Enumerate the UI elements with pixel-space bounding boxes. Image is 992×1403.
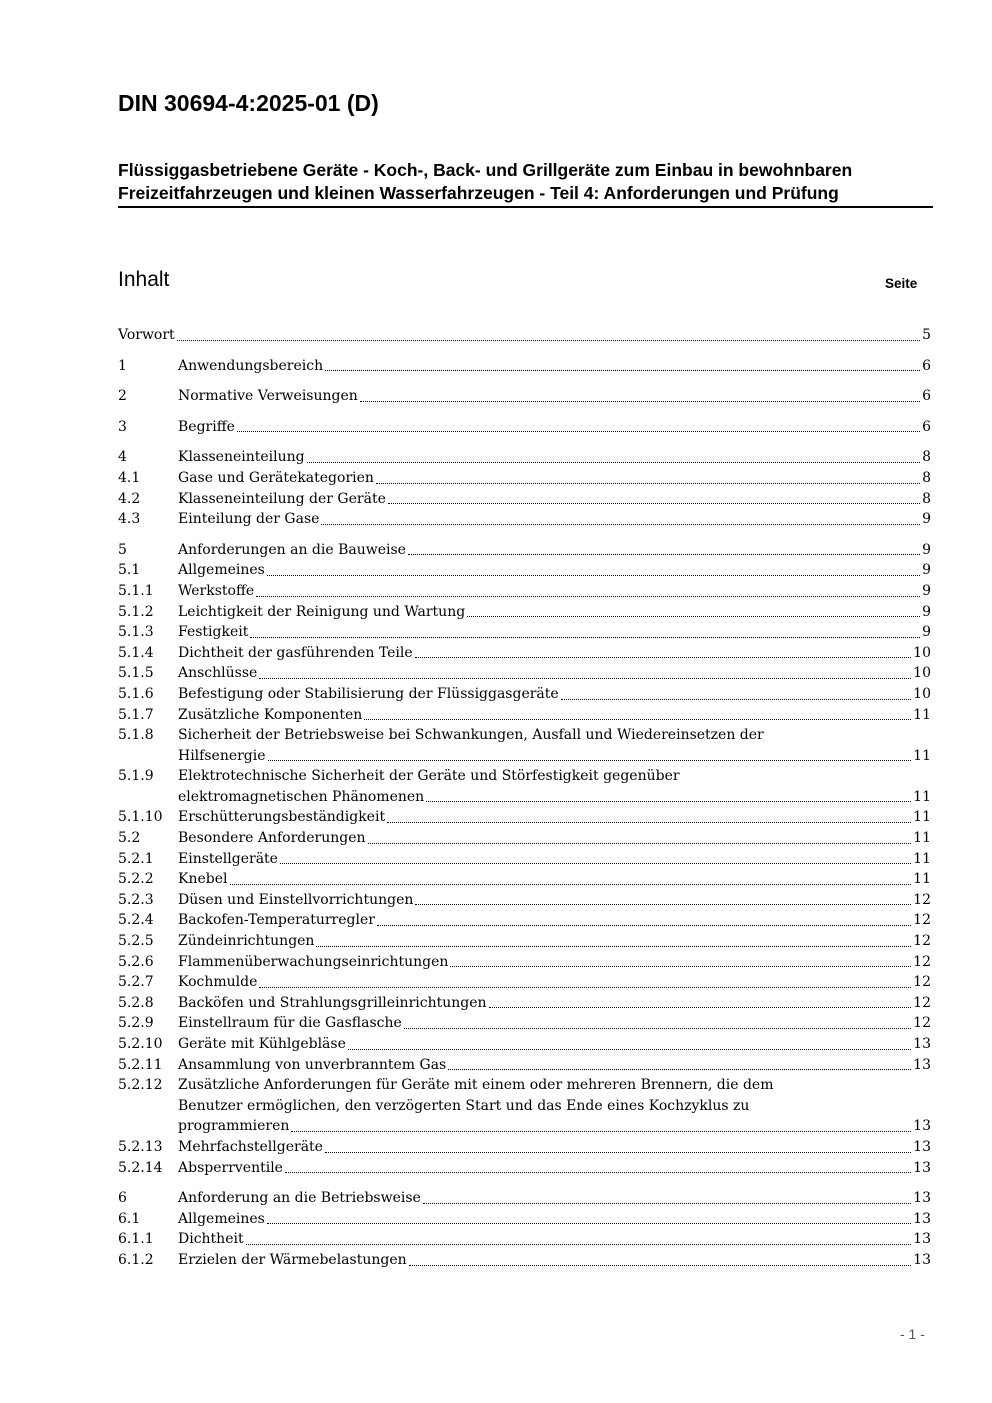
toc-entry-title: Backöfen und Strahlungsgrilleinrichtungen: [178, 994, 487, 1011]
toc-entry-title: Ansammlung von unverbranntem Gas: [178, 1056, 447, 1073]
toc-entry-page: 6: [922, 418, 931, 435]
toc-entry-title: Festigkeit: [178, 624, 249, 641]
toc-entry-page: 12: [913, 933, 931, 950]
toc-entry-page: 12: [913, 953, 931, 970]
toc-leader-dots: [291, 1131, 911, 1132]
toc-entry[interactable]: [118, 869, 931, 890]
toc-entry[interactable]: [118, 1013, 931, 1034]
toc-entry-page: 13: [913, 1056, 931, 1073]
toc-entry-title: Befestigung oder Stabilisierung der Flüssiggasgeräte: [178, 685, 559, 702]
toc-entry-page: 10: [913, 644, 931, 661]
toc-entry-title: Anforderung an die Betriebsweise: [178, 1190, 421, 1207]
toc-entry-page: 13: [913, 1231, 931, 1248]
toc-entry-number: 4.1: [118, 469, 141, 486]
toc-leader-dots: [325, 370, 920, 371]
toc-leader-dots: [237, 431, 920, 432]
toc-entry[interactable]: [118, 356, 931, 377]
toc-entry-number: 5.2.7: [118, 974, 154, 991]
toc-entry[interactable]: [118, 725, 931, 766]
toc-entry-number: 5.2.6: [118, 953, 154, 970]
toc-entry-number: 2: [118, 388, 127, 405]
toc-entry-number: 5.2.3: [118, 891, 154, 908]
toc-leader-dots: [368, 843, 912, 844]
toc-entry-title: Erschütterungsbeständigkeit: [178, 809, 386, 826]
toc-entry[interactable]: [118, 849, 931, 870]
toc-entry-page: 6: [922, 388, 931, 405]
toc-entry-number: 5.2.2: [118, 871, 154, 888]
toc-entry-title: Absperrventile: [178, 1159, 283, 1176]
toc-entry-number: 5.2.5: [118, 933, 154, 950]
toc-entry-page: 6: [922, 357, 931, 374]
document-id: DIN 30694-4:2025-01 (D): [118, 90, 379, 116]
toc-entry[interactable]: [118, 1229, 931, 1250]
toc-entry-title: Zusätzliche Komponenten: [178, 706, 363, 723]
toc-leader-dots: [426, 801, 911, 802]
toc-entry-title: Geräte mit Kühlgebläse: [178, 1036, 346, 1052]
toc-entry-page: 8: [922, 469, 931, 486]
toc-entry-number: 5.2.4: [118, 912, 154, 929]
toc-entry-title: Zusätzliche Anforderungen für Geräte mit einem oder mehreren Brennern, die dem: [178, 1077, 774, 1094]
toc-leader-dots: [408, 554, 920, 555]
toc-leader-dots: [259, 678, 911, 679]
toc-entry-number: 5.2.13: [118, 1138, 163, 1155]
toc-entry-title: Knebel: [178, 871, 228, 888]
toc-entry[interactable]: [118, 581, 931, 602]
toc-entry-title: Vorwort: [118, 327, 175, 343]
toc-entry-title: Kochmulde: [178, 974, 258, 991]
toc-entry[interactable]: [118, 447, 931, 468]
toc-entry-number: 5.2.11: [118, 1056, 163, 1073]
toc-entry-title-continued: elektromagnetischen Phänomenen: [178, 788, 425, 805]
toc-entry-title: Düsen und Einstellvorrichtungen: [178, 891, 414, 908]
toc-entry-number: 5.1.3: [118, 624, 154, 641]
toc-entry[interactable]: [118, 972, 931, 993]
toc-leader-dots: [448, 1069, 911, 1070]
toc-entry-page: 11: [913, 871, 931, 888]
toc-entry-page: 13: [913, 1190, 931, 1207]
toc-leader-dots: [307, 462, 920, 463]
toc-leader-dots: [360, 401, 920, 402]
toc-entry[interactable]: [118, 1137, 931, 1158]
toc-entry-page: 5: [922, 327, 931, 343]
toc-heading: Inhalt: [118, 268, 170, 291]
toc-entry-page: 10: [913, 685, 931, 702]
toc-entry-page: 9: [922, 582, 931, 599]
toc-entry[interactable]: [118, 1075, 931, 1137]
toc-entry-page: 13: [913, 1210, 931, 1227]
toc-entry-title: Elektrotechnische Sicherheit der Geräte und Störfestigkeit gegenüber: [178, 768, 680, 785]
toc-entry[interactable]: [118, 952, 931, 973]
toc-entry-title: Flammenüberwachungseinrichtungen: [178, 953, 449, 970]
toc-entry-number: 4.2: [118, 490, 141, 507]
toc-entry-number: 3: [118, 418, 127, 435]
toc-entry-number: 5.2.14: [118, 1159, 163, 1176]
toc-entry-page: 8: [922, 490, 931, 507]
toc-leader-dots: [321, 524, 920, 525]
toc-entry-vorwort[interactable]: [118, 325, 931, 346]
toc-leader-dots: [280, 863, 911, 864]
toc-leader-dots: [376, 483, 920, 484]
toc-entry-number: 4.3: [118, 511, 141, 528]
toc-entry-title: Allgemeines: [178, 1210, 265, 1227]
toc-entry-number: 5.2.8: [118, 994, 154, 1011]
toc-entry-title: Anschlüsse: [178, 665, 258, 682]
toc-entry-number: 5.1: [118, 562, 141, 579]
toc-entry-page: 13: [913, 1159, 931, 1176]
toc-entry-page: 12: [913, 974, 931, 991]
toc-entry-number: 5.1.1: [118, 582, 154, 599]
toc-leader-dots: [387, 822, 911, 823]
toc-leader-dots: [325, 1152, 911, 1153]
toc-entry-page: 11: [913, 830, 931, 847]
toc-leader-dots: [230, 884, 912, 885]
toc-leader-dots: [177, 340, 920, 341]
toc-entry[interactable]: [118, 386, 931, 407]
toc-entry-title: Backofen-Temperaturregler: [178, 912, 375, 929]
toc-entry[interactable]: [118, 540, 931, 561]
toc-entry-title: Erzielen der Wärmebelastungen: [178, 1251, 407, 1268]
toc-entry-number: 5.1.2: [118, 603, 154, 620]
toc-entry-title: Einstellgeräte: [178, 850, 278, 867]
toc-leader-dots: [316, 946, 911, 947]
toc-entry-title-continued: Benutzer ermöglichen, den verzögerten Start und das Ende eines Kochzyklus zu: [178, 1097, 750, 1114]
toc-entry-title: Sicherheit der Betriebsweise bei Schwankungen, Ausfall und Wiedereinsetzen der: [178, 727, 764, 744]
toc-entry[interactable]: [118, 931, 931, 952]
toc-entry[interactable]: [118, 684, 931, 705]
toc-entry-number: 6.1.2: [118, 1251, 154, 1268]
toc-entry[interactable]: [118, 807, 931, 828]
page-number: - 1 -: [900, 1326, 925, 1342]
toc-leader-dots: [409, 1265, 912, 1266]
table-of-contents: [118, 325, 931, 1271]
toc-entry-page: 13: [913, 1118, 931, 1135]
toc-entry[interactable]: [118, 890, 931, 911]
toc-entry[interactable]: [118, 1250, 931, 1271]
toc-entry-title: Dichtheit der gasführenden Teile: [178, 644, 413, 661]
toc-entry-page: 13: [913, 1138, 931, 1155]
toc-entry-page: 9: [922, 562, 931, 579]
toc-entry-title: Dichtheit: [178, 1231, 244, 1248]
toc-entry-title: Begriffe: [178, 418, 235, 435]
toc-entry-page: 8: [922, 449, 931, 466]
toc-entry-page: 12: [913, 912, 931, 929]
toc-entry[interactable]: [118, 622, 931, 643]
toc-entry[interactable]: [118, 643, 931, 664]
toc-leader-dots: [415, 904, 911, 905]
toc-entry-number: 5.1.4: [118, 644, 154, 661]
toc-entry-page: 11: [913, 706, 931, 723]
toc-leader-dots: [267, 1223, 911, 1224]
toc-entry[interactable]: [118, 602, 931, 623]
toc-leader-dots: [256, 596, 920, 597]
toc-entry-title: Klasseneinteilung: [178, 449, 305, 466]
toc-entry[interactable]: [118, 1034, 931, 1055]
toc-entry-title: Klasseneinteilung der Geräte: [178, 490, 386, 507]
toc-leader-dots: [467, 616, 920, 617]
toc-entry-title: Allgemeines: [178, 562, 265, 579]
toc-entry-number: 5.2.12: [118, 1077, 163, 1094]
toc-entry[interactable]: [118, 828, 931, 849]
toc-entry-page: 11: [913, 809, 931, 826]
toc-entry-page: 11: [913, 850, 931, 867]
toc-entry-number: 5.1.5: [118, 665, 154, 682]
toc-entry-title: Anforderungen an die Bauweise: [178, 541, 406, 558]
toc-entry-page: 9: [922, 511, 931, 528]
toc-entry-title: Leichtigkeit der Reinigung und Wartung: [178, 603, 466, 620]
toc-entry-title-continued: Hilfsenergie: [178, 747, 266, 764]
toc-entry-number: 1: [118, 357, 127, 374]
page-column-label: Seite: [885, 276, 918, 291]
toc-entry-number: 5.1.9: [118, 768, 154, 785]
toc-entry-page: 12: [913, 891, 931, 908]
toc-entry-page: 9: [922, 541, 931, 558]
toc-leader-dots: [259, 987, 911, 988]
toc-entry-page: 11: [913, 788, 931, 805]
toc-entry-page: 13: [913, 1251, 931, 1268]
toc-entry-title: Anwendungsbereich: [178, 357, 324, 374]
toc-entry-title-continued: programmieren: [178, 1118, 290, 1135]
document-title: Flüssiggasbetriebene Geräte - Koch-, Back- und Grillgeräte zum Einbau in bewohnbaren Freizeitfahrzeugen und kleinen Wasserfahrzeugen - Teil 4: Anforderungen und Prüfung: [118, 159, 933, 208]
toc-entry-number: 5.1.10: [118, 809, 163, 826]
toc-entry-number: 6.1.1: [118, 1231, 154, 1248]
toc-leader-dots: [250, 637, 920, 638]
toc-leader-dots: [489, 1007, 912, 1008]
toc-entry-title: Werkstoffe: [178, 582, 255, 599]
toc-entry-page: 13: [913, 1036, 931, 1052]
toc-entry-title: Besondere Anforderungen: [178, 830, 366, 847]
toc-entry-number: 5.2.10: [118, 1036, 163, 1052]
toc-entry-title: Normative Verweisungen: [178, 388, 358, 405]
toc-entry[interactable]: [118, 560, 931, 581]
toc-entry-number: 5.1.8: [118, 727, 154, 744]
toc-leader-dots: [348, 1049, 911, 1050]
toc-entry-page: 9: [922, 603, 931, 620]
toc-entry-title: Einstellraum für die Gasflasche: [178, 1015, 402, 1032]
toc-entry-title: Mehrfachstellgeräte: [178, 1138, 323, 1155]
toc-entry-page: 12: [913, 1015, 931, 1032]
toc-entry-number: 6: [118, 1190, 127, 1207]
toc-entry-number: 4: [118, 449, 127, 466]
toc-entry-number: 5: [118, 541, 127, 558]
toc-entry-number: 5.1.6: [118, 685, 154, 702]
toc-entry[interactable]: [118, 705, 931, 726]
toc-leader-dots: [246, 1244, 912, 1245]
toc-entry-title: Gase und Gerätekategorien: [178, 469, 374, 486]
toc-entry-title: Zündeinrichtungen: [178, 933, 315, 950]
toc-entry-page: 12: [913, 994, 931, 1011]
toc-leader-dots: [423, 1203, 911, 1204]
toc-entry[interactable]: [118, 1055, 931, 1076]
toc-leader-dots: [268, 760, 912, 761]
toc-entry-page: 9: [922, 624, 931, 641]
toc-entry[interactable]: [118, 1209, 931, 1230]
toc-leader-dots: [388, 503, 920, 504]
toc-entry-number: 6.1: [118, 1210, 141, 1227]
toc-leader-dots: [561, 699, 911, 700]
toc-entry[interactable]: [118, 663, 931, 684]
toc-entry-number: 5.2.9: [118, 1015, 154, 1032]
toc-entry[interactable]: [118, 1158, 931, 1179]
toc-entry[interactable]: [118, 910, 931, 931]
toc-entry-page: 11: [913, 747, 931, 764]
toc-entry[interactable]: [118, 766, 931, 807]
toc-entry-title: Einteilung der Gase: [178, 511, 320, 528]
toc-leader-dots: [285, 1172, 911, 1173]
toc-entry[interactable]: [118, 489, 931, 510]
toc-entry[interactable]: [118, 509, 931, 530]
toc-leader-dots: [404, 1028, 911, 1029]
toc-entry[interactable]: [118, 468, 931, 489]
toc-leader-dots: [450, 966, 911, 967]
toc-entry-number: 5.2: [118, 830, 141, 847]
toc-entry[interactable]: [118, 417, 931, 438]
toc-leader-dots: [364, 719, 911, 720]
toc-leader-dots: [377, 925, 911, 926]
toc-leader-dots: [415, 657, 912, 658]
toc-entry[interactable]: [118, 1188, 931, 1209]
toc-leader-dots: [267, 575, 920, 576]
toc-entry-page: 10: [913, 665, 931, 682]
toc-entry[interactable]: [118, 993, 931, 1014]
toc-entry-number: 5.2.1: [118, 850, 154, 867]
toc-entry-number: 5.1.7: [118, 706, 154, 723]
